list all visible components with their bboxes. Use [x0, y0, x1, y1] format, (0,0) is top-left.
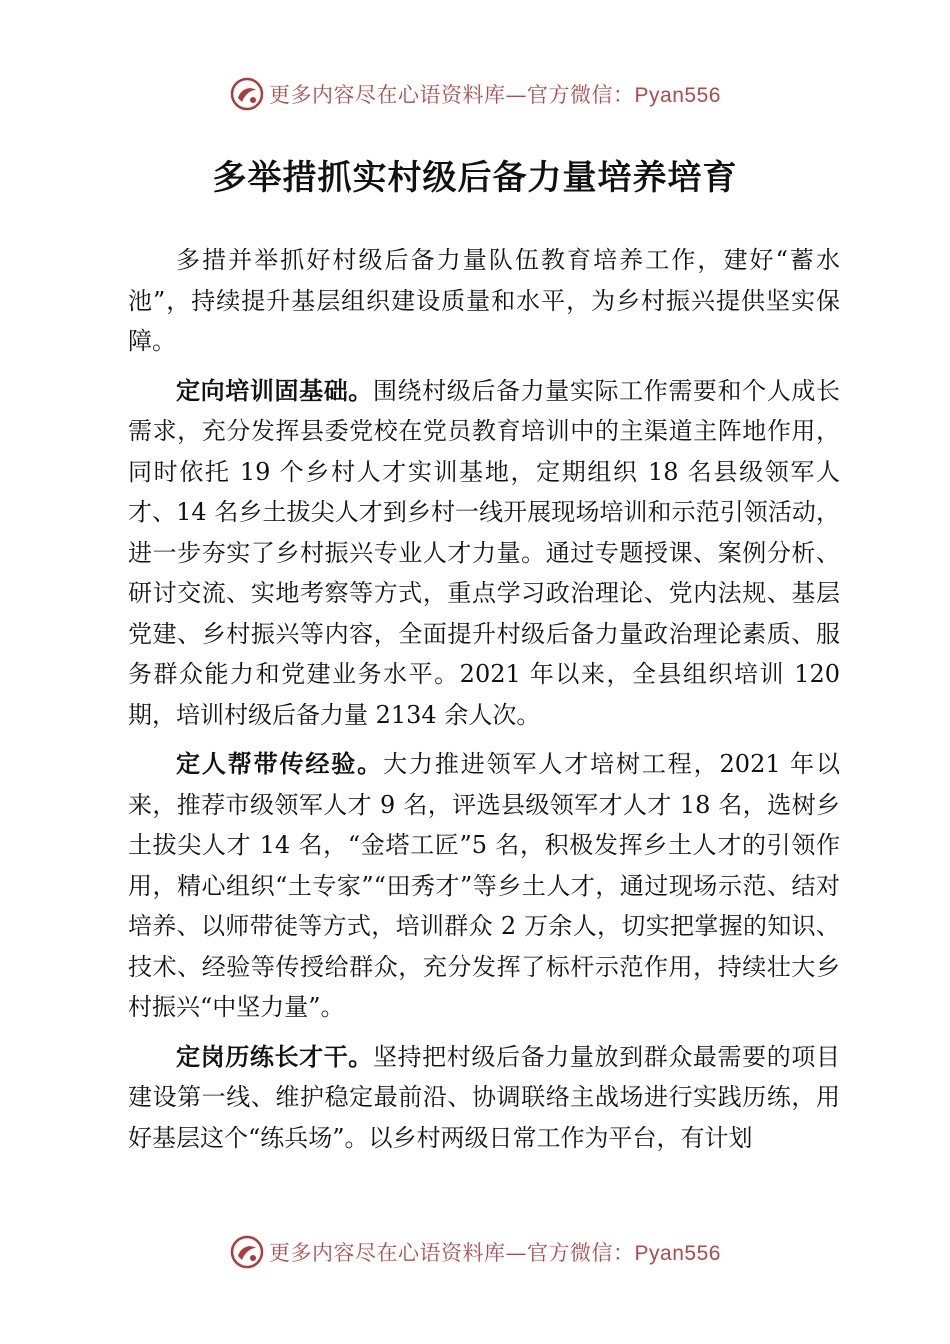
watermark-text	[269, 79, 721, 109]
header-watermark	[0, 74, 950, 114]
paragraph-lead: 定岗历练长才干。	[176, 1042, 373, 1071]
paragraph-mentoring	[128, 744, 840, 1028]
watermark-wechat-id: Pyan556	[634, 1242, 721, 1265]
paragraph-text: 大力推进领军人才培树工程，2021 年以来，推荐市级领军人才 9 名，评选县级领军才人才 18 名，选树乡土拔尖人才 14 名，“金塔工匠”5 名，积极发挥乡土人才的引领作用，精心组织“土专家”“田秀才”等乡土人才，通过现场示范、结对培养、以师带徒等方式，培训群众 2 万余人，切实把掌握的知识、技术、经验等传授给群众，充分发挥了标杆示范作用，持续壮大乡村振兴“中坚力量”。	[128, 750, 840, 1021]
paragraph-lead: 定人帮带传经验。	[176, 750, 384, 778]
watermark-label: 更多内容尽在心语资料库—官方微信：	[269, 83, 635, 107]
watermark-wechat-id: Pyan556	[634, 84, 721, 107]
watermark-label: 更多内容尽在心语资料库—官方微信：	[269, 1241, 635, 1265]
document-body	[128, 240, 840, 1167]
paragraph-posting	[128, 1037, 840, 1159]
paragraph-intro	[128, 240, 840, 362]
watermark-text	[269, 1237, 721, 1267]
footer-watermark	[0, 1232, 950, 1272]
brand-logo-icon	[229, 1234, 265, 1270]
paragraph-lead: 定向培训固基础。	[176, 376, 373, 405]
document-title: 多举措抓实村级后备力量培养培育	[212, 158, 738, 198]
paragraph-text: 坚持把村级后备力量放到群众最需要的项目建设第一线、维护稳定最前沿、协调联络主战场进行实践历练，用好基层这个“练兵场”。以乡村两级日常工作为平台，有计划	[128, 1042, 841, 1152]
brand-logo-icon	[229, 76, 265, 112]
paragraph-training	[128, 371, 840, 736]
paragraph-text: 围绕村级后备力量实际工作需要和个人成长需求，充分发挥县委党校在党员教育培训中的主渠道主阵地作用，同时依托 19 个乡村人才实训基地，定期组织 18 名县级领军人才、14 名乡土拔尖人才到乡村一线开展现场培训和示范引领活动，进一步夯实了乡村振兴专业人才力量。通过专题授课、案例分析、研讨交流、实地考察等方式，重点学习政治理论、党内法规、基层党建、乡村振兴等内容，全面提升村级后备力量政治理论素质、服务群众能力和党建业务水平。2021 年以来，全县组织培训 120 期，培训村级后备力量 2134 余人次。	[128, 376, 841, 729]
paragraph-text: 多措并举抓好村级后备力量队伍教育培养工作，建好“蓄水池”，持续提升基层组织建设质量和水平，为乡村振兴提供坚实保障。	[128, 246, 840, 355]
